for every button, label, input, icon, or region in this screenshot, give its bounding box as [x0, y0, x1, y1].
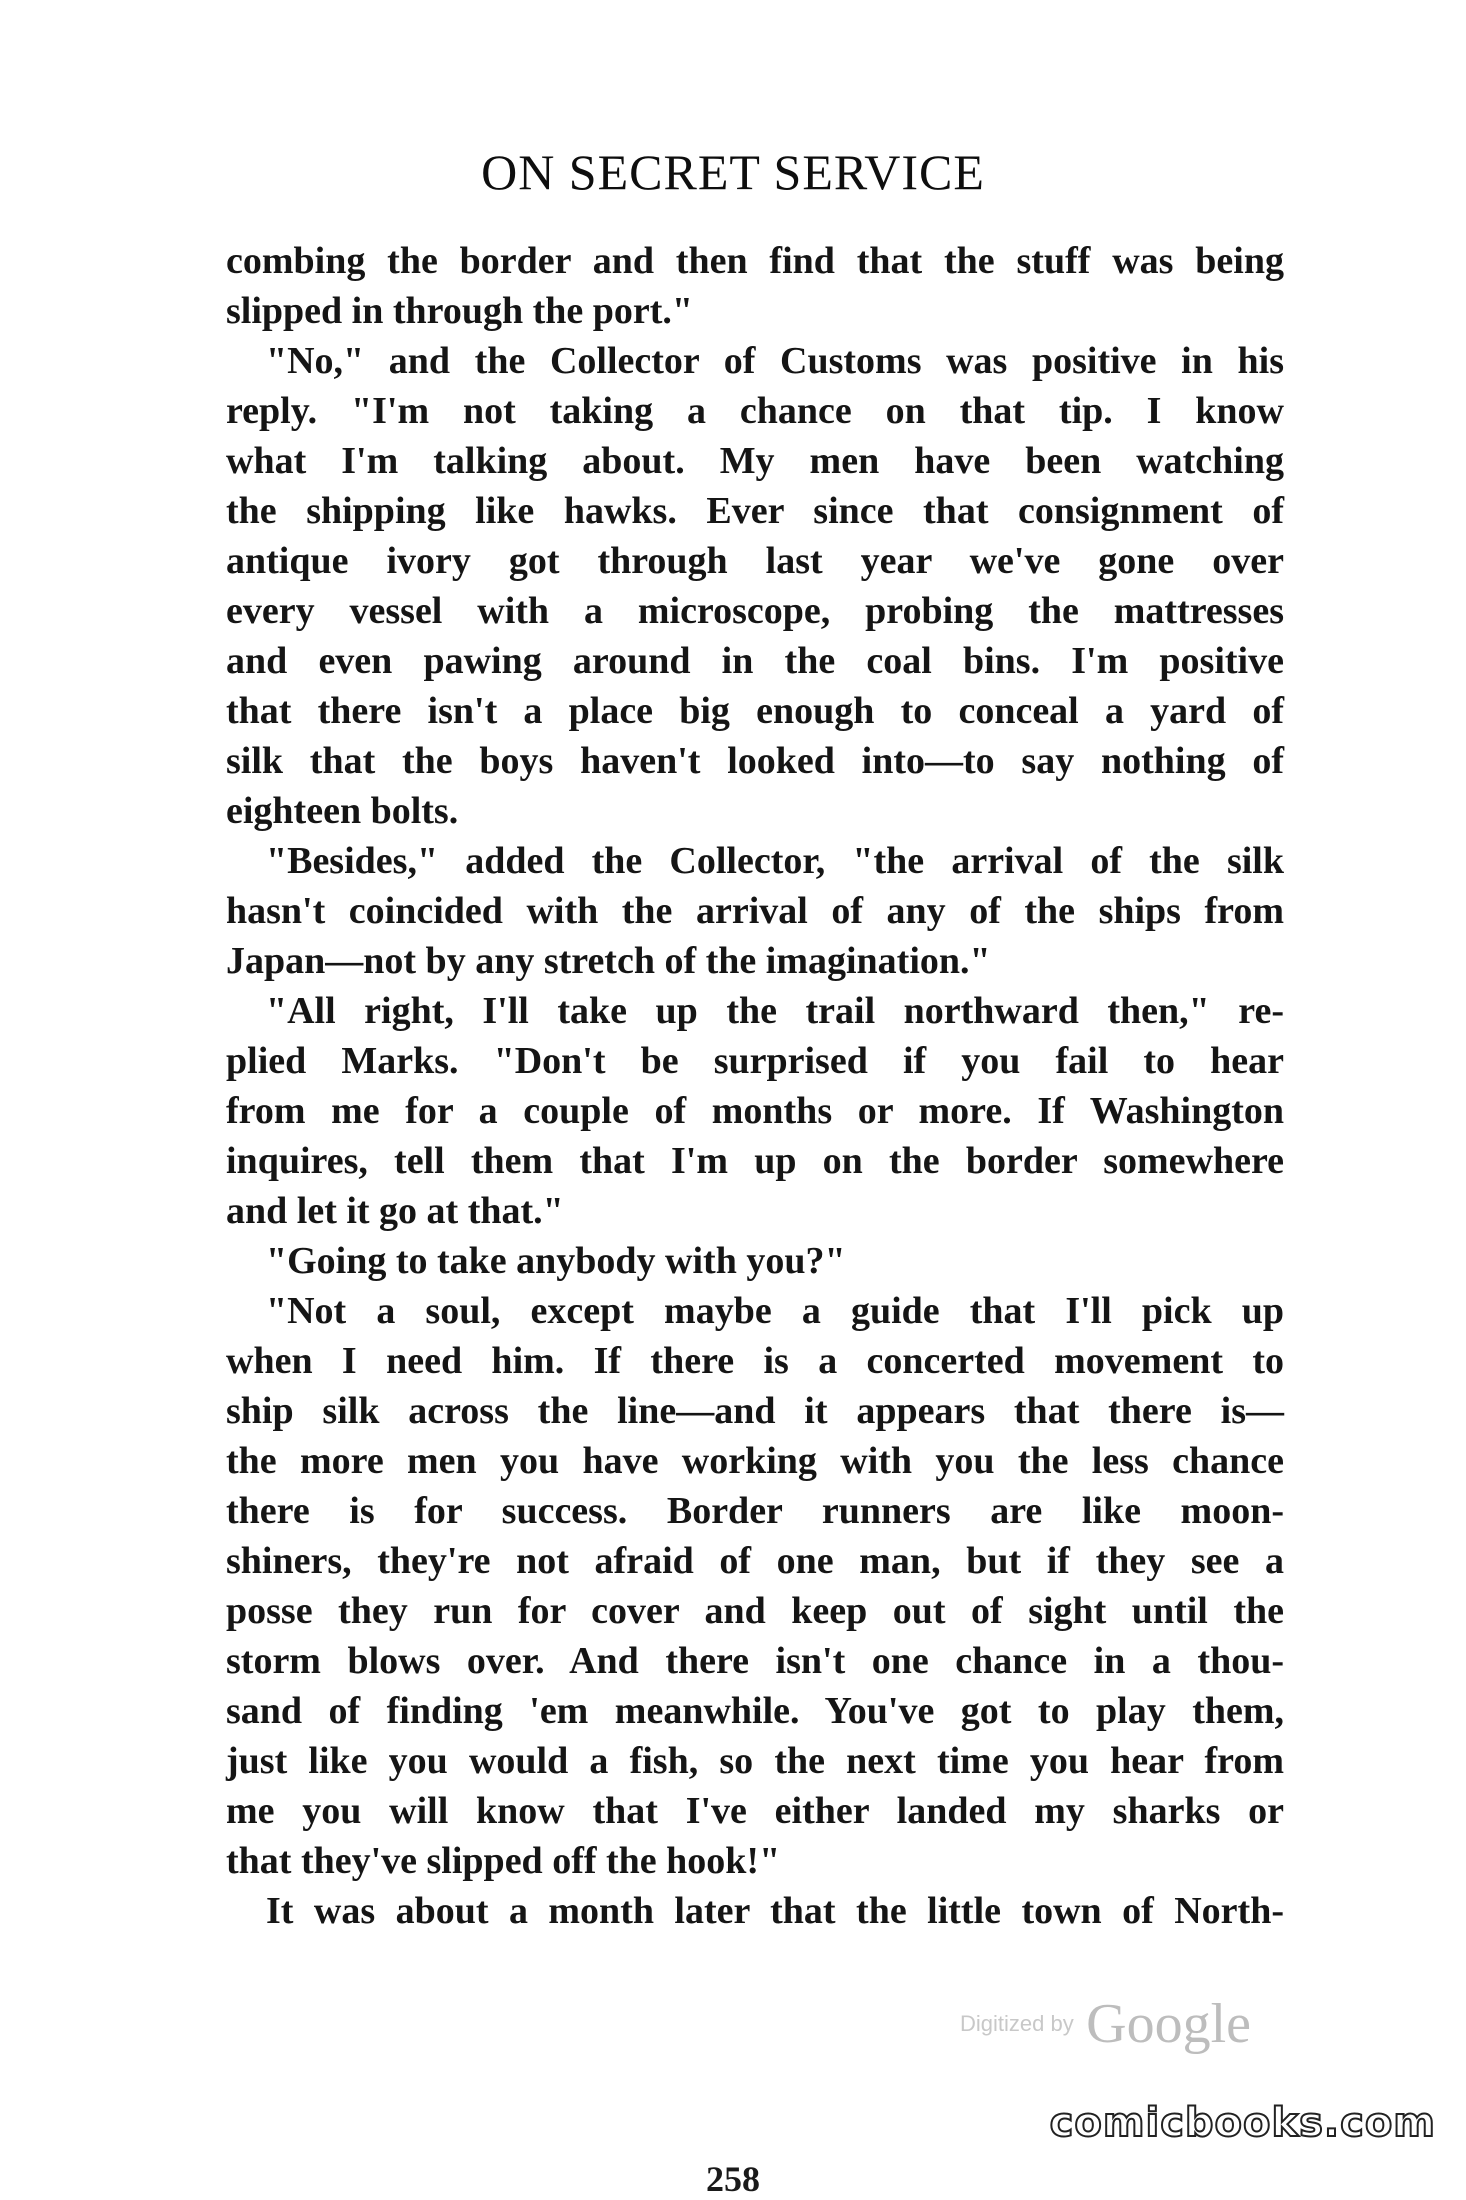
text-line: "Not a soul, except maybe a guide that I'll pick up: [266, 1290, 1284, 1332]
text-line: that there isn't a place big enough to conceal a yard of: [226, 690, 1284, 732]
text-line: there is for success. Border runners are like moon-: [226, 1490, 1284, 1532]
text-line: antique ivory got through last year we've gone over: [226, 540, 1284, 582]
text-line: "Besides," added the Collector, "the arrival of the silk: [266, 840, 1284, 882]
page-number: 258: [706, 2159, 760, 2199]
text-line: that they've slipped off the hook!": [226, 1840, 781, 1882]
text-line: plied Marks. "Don't be surprised if you fail to hear: [226, 1040, 1284, 1082]
text-line: and even pawing around in the coal bins. I'm positive: [226, 640, 1284, 682]
text-line: just like you would a fish, so the next time you hear from: [226, 1740, 1284, 1782]
digitizer-watermark: [960, 1992, 1251, 2056]
text-line: reply. "I'm not taking a chance on that tip. I know: [226, 390, 1284, 432]
text-line: and let it go at that.": [226, 1190, 564, 1232]
text-line: hasn't coincided with the arrival of any of the ships from: [226, 890, 1284, 932]
text-line: storm blows over. And there isn't one chance in a thou-: [226, 1640, 1284, 1682]
text-line: posse they run for cover and keep out of sight until the: [226, 1590, 1284, 1632]
text-line: Japan—not by any stretch of the imagination.": [226, 940, 991, 982]
digitizer-logo: Google: [1086, 1993, 1252, 2055]
text-line: ship silk across the line—and it appears that there is—: [226, 1390, 1284, 1432]
text-line: shiners, they're not afraid of one man, but if they see a: [226, 1540, 1284, 1582]
text-line: It was about a month later that the little town of North-: [266, 1890, 1284, 1932]
text-line: silk that the boys haven't looked into—to say nothing of: [226, 740, 1284, 782]
text-line: the shipping like hawks. Ever since that consignment of: [226, 490, 1284, 532]
text-line: when I need him. If there is a concerted movement to: [226, 1340, 1284, 1382]
text-line: eighteen bolts.: [226, 790, 459, 832]
body-text: [226, 236, 1284, 1936]
text-line: me you will know that I've either landed my sharks or: [226, 1790, 1284, 1832]
text-line: what I'm talking about. My men have been watching: [226, 440, 1284, 482]
text-line: slipped in through the port.": [226, 290, 694, 332]
text-line: combing the border and then find that the stuff was being: [226, 240, 1284, 282]
text-line: from me for a couple of months or more. If Washington: [226, 1090, 1284, 1132]
running-header: ON SECRET SERVICE: [481, 144, 985, 200]
site-watermark: comicbooks.com: [1049, 2100, 1436, 2146]
text-line: every vessel with a microscope, probing the mattresses: [226, 590, 1284, 632]
text-line: "Going to take anybody with you?": [266, 1240, 846, 1282]
text-line: sand of finding 'em meanwhile. You've got to play them,: [226, 1690, 1284, 1732]
text-line: "All right, I'll take up the trail northward then," re-: [266, 990, 1284, 1032]
digitizer-prefix: Digitized by: [960, 2011, 1074, 2036]
text-line: "No," and the Collector of Customs was positive in his: [266, 340, 1284, 382]
text-line: the more men you have working with you the less chance: [226, 1440, 1284, 1482]
text-line: inquires, tell them that I'm up on the border somewhere: [226, 1140, 1284, 1182]
